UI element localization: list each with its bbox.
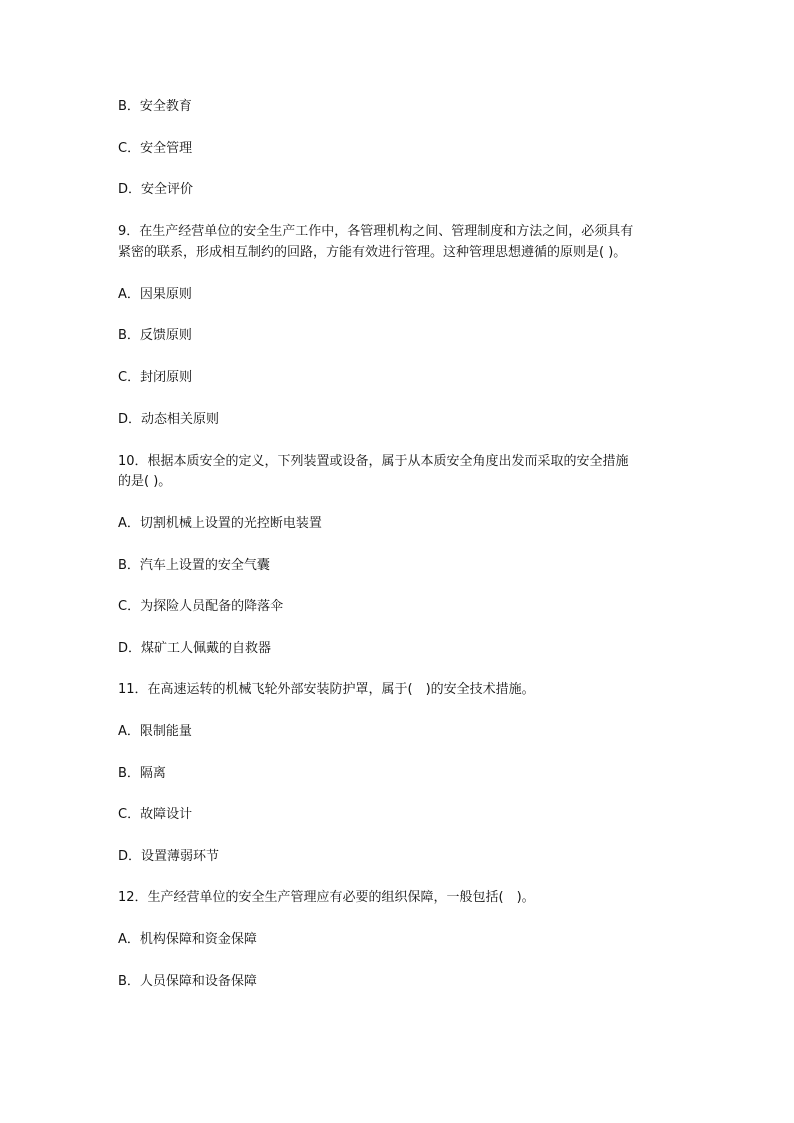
question-9-line-2: 紧密的联系，形成相互制约的回路，方能有效进行管理。这种管理思想遵循的原则是( )。 [118, 245, 627, 260]
q10-option-a: A．切割机械上设置的光控断电装置 [118, 516, 322, 531]
q10-option-c: C．为探险人员配备的降落伞 [118, 599, 284, 614]
question-10-line-1: 10．根据本质安全的定义，下列装置或设备，属于从本质安全角度出发而采取的安全措施 [118, 454, 629, 469]
q12-option-b: B．人员保障和设备保障 [118, 974, 257, 989]
question-10-line-2: 的是( )。 [118, 474, 172, 489]
q9-option-a: A．因果原则 [118, 287, 192, 302]
q12-option-a: A．机构保障和资金保障 [118, 932, 257, 947]
q9-option-d: D．动态相关原则 [118, 412, 220, 427]
option-d-safety-evaluation: D．安全评价 [118, 182, 194, 197]
q9-option-c: C．封闭原则 [118, 370, 193, 385]
question-11: 11．在高速运转的机械飞轮外部安装防护罩，属于( )的安全技术措施。 [118, 682, 535, 697]
q11-option-c: C．故障设计 [118, 807, 193, 822]
q11-option-a: A．限制能量 [118, 724, 192, 739]
question-9-line-1: 9．在生产经营单位的安全生产工作中，各管理机构之间、管理制度和方法之间，必须具有 [118, 224, 634, 239]
option-b-safety-education: B．安全教育 [118, 99, 192, 114]
q10-option-d: D．煤矿工人佩戴的自救器 [118, 641, 272, 656]
q11-option-b: B．隔离 [118, 766, 166, 781]
question-12: 12．生产经营单位的安全生产管理应有必要的组织保障，一般包括( )。 [118, 890, 535, 905]
q10-option-b: B．汽车上设置的安全气囊 [118, 558, 270, 573]
q11-option-d: D．设置薄弱环节 [118, 849, 220, 864]
option-c-safety-management: C．安全管理 [118, 141, 193, 156]
q9-option-b: B．反馈原则 [118, 328, 192, 343]
